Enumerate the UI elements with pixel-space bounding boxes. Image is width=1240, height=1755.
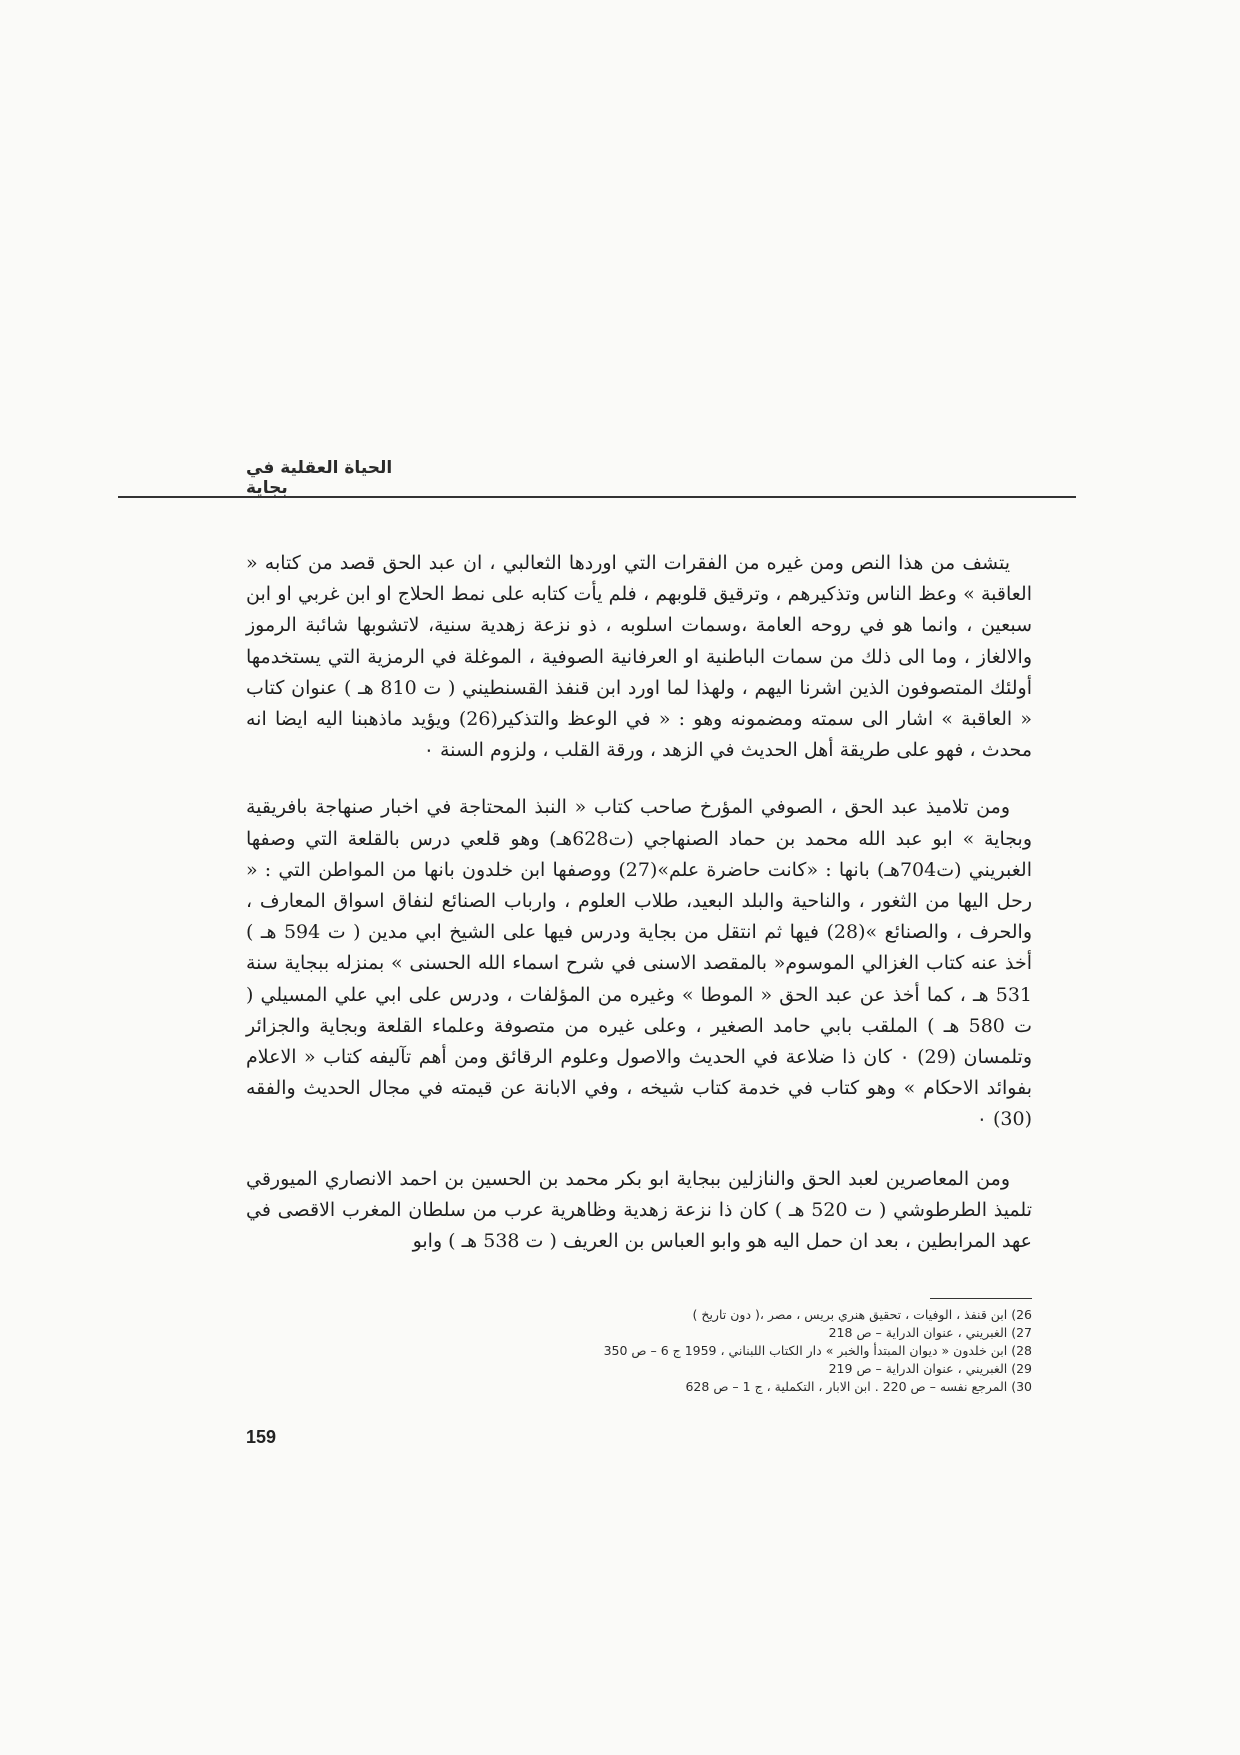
body-text xyxy=(246,548,1032,1285)
paragraph-1: يتشف من هذا النص ومن غيره من الفقرات التي اوردها الثعالبي ، ان عبد الحق قصد من كتابه « العاقبة » وعظ الناس وتذكيرهم ، وترقيق قلوبهم ، فلم يأت كتابه على نمط الحلاج او ابن غربي او ابن سبعين ، وانما هو في روحه العامة ،وسمات اسلوبه ، ذو نزعة زهدية سنية، لاتشوبها شائبة الرموز والالغاز ، وما الى ذلك من سمات الباطنية او العرفانية الصوفية ، الموغلة في الرمزية التي يستخدمها أولئك المتصوفون الذين اشرنا اليهم ، ولهذا لما اورد ابن قنفذ القسنطيني ( ت 810 هـ ) عنوان كتاب « العاقبة » اشار الى سمته ومضمونه وهو : « في الوعظ والتذكير(26) ويؤيد ماذهبنا اليه ايضا انه محدث ، فهو على طريقة أهل الحديث في الزهد ، ورقة القلب ، ولزوم السنة ٠ xyxy=(246,552,1032,762)
footnote-28: 28) ابن خلدون « ديوان المبتدأ والخبر » دار الكتاب اللبناني ، 1959 ج 6 – ص 350 xyxy=(603,1343,1032,1358)
footnote-27: 27) الغبريني ، عنوان الدراية – ص 218 xyxy=(828,1325,1032,1340)
page-number: 159 xyxy=(246,1427,277,1447)
header-rule xyxy=(118,496,1076,498)
footnote-26: 26) ابن قنفذ ، الوفيات ، تحقيق هنري بريس ، مصر ،( دون تاريخ ) xyxy=(692,1307,1032,1322)
running-head: الحياة العقلية في بجاية xyxy=(246,458,393,498)
footnote-29: 29) الغبريني ، عنوان الدراية – ص 219 xyxy=(828,1361,1032,1376)
footnote-rule xyxy=(930,1298,1032,1299)
footnote-30: 30) المرجع نفسه – ص 220 . ابن الابار ، التكملية ، ج 1 – ص 628 xyxy=(685,1379,1032,1394)
paragraph-3: ومن المعاصرين لعبد الحق والنازلين ببجاية ابو بكر محمد بن الحسين بن احمد الانصاري الميورقي تلميذ الطرطوشي ( ت 520 هـ ) كان ذا نزعة زهدية وظاهرية عرب من سلطان المغرب الاقصى في عهد المرابطين ، بعد ان حمل اليه هو وابو العباس بن العريف ( ت 538 هـ ) وابو xyxy=(246,1167,1032,1253)
paragraph-2: ومن تلاميذ عبد الحق ، الصوفي المؤرخ صاحب كتاب « النبذ المحتاجة في اخبار صنهاجة بافريقية وبجاية » ابو عبد الله محمد بن حماد الصنهاجي (ت628هـ) وهو قلعي درس بالقلعة التي وصفها الغبريني (ت704هـ) بانها : «كانت حاضرة علم»(27) ووصفها ابن خلدون بانها من المواطن التي : « رحل اليها من الثغور ، والناحية والبلد البعيد، طلاب العلوم ، وارباب الصنائع لنفاق اسواق المعارف ، والحرف ، والصنائع »(28) فيها ثم انتقل من بجاية ودرس فيها على الشيخ ابي مدين ( ت 594 هـ ) أخذ عنه كتاب الغزالي الموسوم« بالمقصد الاسنى في شرح اسماء الله الحسنى » بمنزله ببجاية سنة 531 هـ ، كما أخذ عن عبد الحق « الموطا » وغيره من المؤلفات ، ودرس على ابي علي المسيلي ( ت 580 هـ ) الملقب بابي حامد الصغير ، وعلى غيره من متصوفة وعلماء القلعة وبجاية والجزائر وتلمسان (29) ٠ كان ذا ضلاعة في الحديث والاصول وعلوم الرقائق ومن أهم تآليفه كتاب « الاعلام بفوائد الاحكام » وهو كتاب في خدمة كتاب شيخه ، وفي الابانة عن قيمته في مجال الحديث والفقه (30) ٠ xyxy=(246,796,1033,1131)
footnotes xyxy=(420,1306,1032,1396)
